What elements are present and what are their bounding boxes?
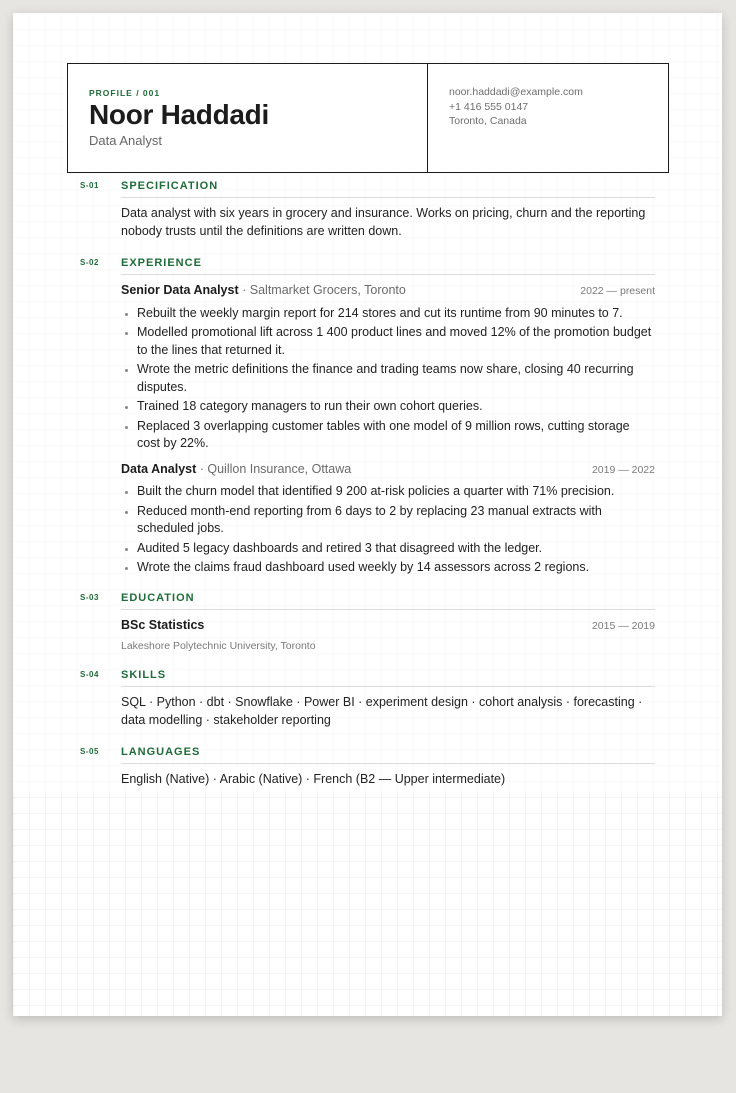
profile-eyebrow: PROFILE / 001	[89, 88, 161, 98]
resume-page	[13, 13, 722, 1016]
profile-role: Data Analyst	[89, 133, 162, 148]
languages-text: English (Native) · Arabic (Native) · French (B2 — Upper intermediate)	[121, 772, 506, 786]
education-header	[121, 617, 655, 636]
section-title: SKILLS	[121, 669, 655, 687]
job-bullet: • Replaced 3 overlapping customer tables with one model of 9 million rows, cutting storage cost by 22%.	[137, 418, 655, 453]
job-bullet: • Modelled promotional lift across 1 400 product lines and moved 12% of the promotion budget to the lines that returned it.	[137, 324, 655, 359]
job-header	[121, 461, 655, 480]
job-bullet: • Audited 5 legacy dashboards and retired 3 that disagreed with the ledger.	[137, 540, 655, 558]
experience-list	[121, 282, 655, 585]
section-code: S-05	[80, 747, 99, 756]
job-heading	[121, 282, 406, 300]
specification-text: Data analyst with six years in grocery and insurance. Works on pricing, churn and the reporting nobody trusts until the definitions are written down.	[121, 206, 646, 238]
skills-text: SQL · Python · dbt · Snowflake · Power BI · experiment design · cohort analysis · forecasting · data modelling · stakeholder reporting	[121, 695, 643, 727]
profile-identity	[68, 64, 428, 172]
profile-name: Noor Haddadi	[89, 99, 269, 130]
job-entry	[121, 282, 655, 453]
profile-contact	[428, 64, 583, 172]
job-company: · Quillon Insurance, Ottawa	[196, 461, 352, 476]
job-title: Senior Data Analyst	[121, 283, 239, 297]
job-bullet: • Rebuilt the weekly margin report for 214 stores and cut its runtime from 90 minutes to 7.	[137, 305, 655, 323]
job-title: Data Analyst	[121, 461, 197, 476]
job-dates: 2019 — 2022	[591, 463, 655, 476]
job-bullet: • Trained 18 category managers to run their own cohort queries.	[137, 398, 655, 416]
education-degree: BSc Statistics	[121, 618, 205, 632]
section-title: EDUCATION	[121, 592, 655, 610]
job-header	[121, 282, 655, 301]
job-bullets	[121, 305, 655, 453]
contact-phone[interactable]: +1 416 555 0147	[449, 100, 529, 113]
contact-email[interactable]: noor.haddadi@example.com	[449, 86, 583, 98]
section-code: S-01	[80, 181, 99, 190]
job-bullets	[121, 483, 655, 577]
job-heading	[121, 461, 351, 479]
section-code: S-04	[80, 670, 99, 679]
section-title: LANGUAGES	[121, 746, 655, 764]
education-dates: 2015 — 2019	[591, 620, 655, 632]
resume-content	[13, 13, 722, 793]
section-title: EXPERIENCE	[121, 257, 655, 275]
education-school: Lakeshore Polytechnic University, Toronto	[121, 639, 316, 652]
job-bullet: • Built the churn model that identified 9 200 at-risk policies a quarter with 71% precision.	[137, 483, 655, 501]
job-entry	[121, 461, 655, 577]
job-company: · Saltmarket Grocers, Toronto	[238, 283, 406, 297]
section-title: SPECIFICATION	[121, 180, 655, 198]
job-bullet: • Wrote the metric definitions the finance and trading teams now share, closing 40 recurring disputes.	[137, 361, 655, 396]
section-code: S-03	[80, 593, 99, 602]
profile-header	[67, 63, 669, 173]
job-bullet: • Wrote the claims fraud dashboard used weekly by 14 assessors across 2 regions.	[137, 559, 655, 577]
section-code: S-02	[80, 258, 99, 267]
job-dates: 2022 — present	[580, 285, 655, 297]
contact-location: Toronto, Canada	[449, 115, 527, 127]
education-entry	[121, 617, 655, 655]
job-bullet: • Reduced month-end reporting from 6 days to 2 by replacing 23 manual extracts with scheduled jobs.	[137, 503, 655, 538]
